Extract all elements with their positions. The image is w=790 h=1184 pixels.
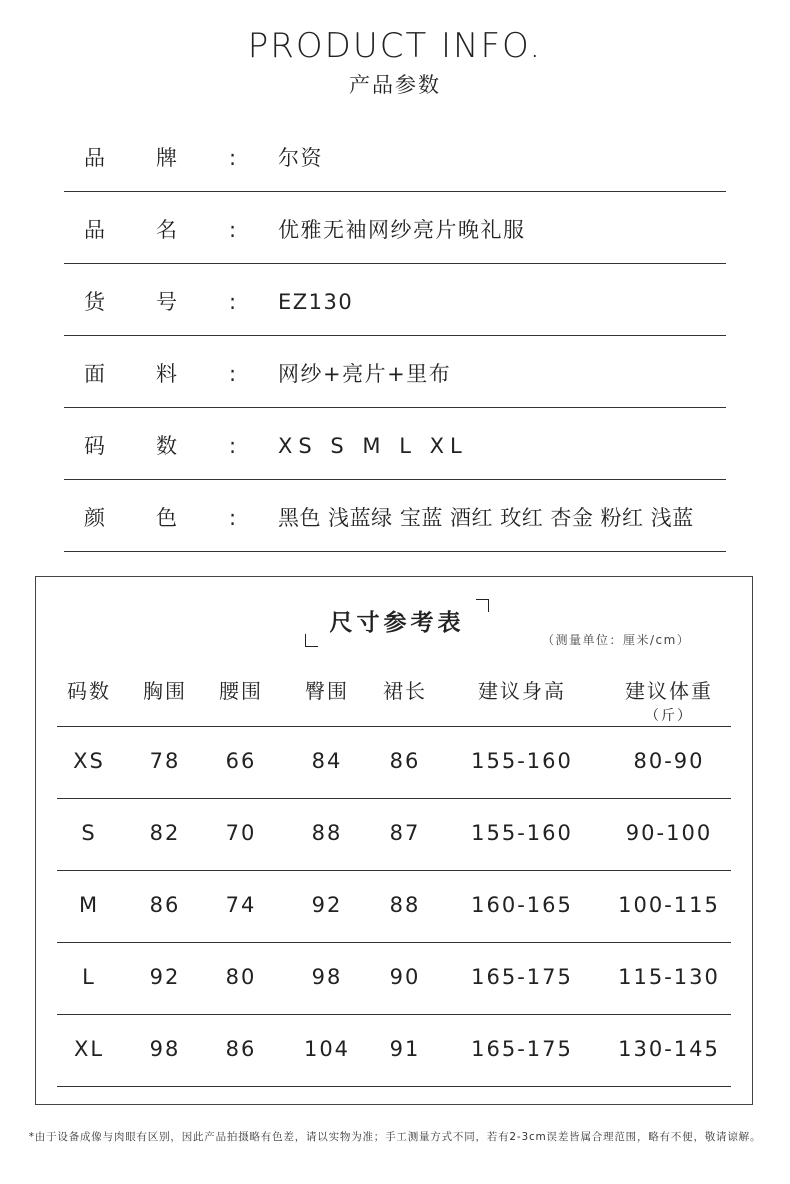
info-label-char: 品	[84, 218, 105, 242]
header-length: 裙长	[383, 679, 427, 703]
info-label-char: 颜	[84, 506, 105, 530]
table-cell: 155-160	[471, 821, 573, 845]
table-cell: 84	[311, 749, 343, 773]
table-cell: 66	[225, 749, 257, 773]
table-cell: S	[81, 821, 97, 845]
info-label-char: 料	[156, 362, 177, 386]
info-colon: :	[229, 506, 237, 530]
table-cell: 70	[225, 821, 257, 845]
info-value-brand: 尔资	[278, 146, 323, 170]
info-label-char: 品	[84, 146, 105, 170]
table-cell: 115-130	[618, 965, 720, 989]
info-label-char: 码	[84, 434, 105, 458]
info-colon: :	[229, 218, 237, 242]
table-row	[57, 871, 731, 943]
table-cell: 98	[149, 1037, 181, 1061]
page-subtitle: 产品参数	[349, 73, 441, 97]
measurement-unit: （测量单位：厘米/cm）	[542, 633, 691, 647]
table-cell: 82	[149, 821, 181, 845]
info-label-char: 货	[84, 290, 105, 314]
table-cell: XS	[73, 749, 105, 773]
table-cell: 80-90	[633, 749, 705, 773]
size-chart-box	[35, 576, 753, 1105]
table-cell: 86	[149, 893, 181, 917]
table-cell: 98	[311, 965, 343, 989]
table-cell: 88	[311, 821, 343, 845]
table-cell: 104	[303, 1037, 351, 1061]
size-table	[57, 653, 731, 1087]
table-cell: 165-175	[471, 965, 573, 989]
table-cell: 86	[225, 1037, 257, 1061]
table-cell: 92	[311, 893, 343, 917]
table-row	[57, 1015, 731, 1087]
info-row-colors	[64, 480, 726, 552]
table-cell: 90	[389, 965, 421, 989]
info-value-name: 优雅无袖网纱亮片晚礼服	[278, 218, 526, 242]
table-cell: M	[78, 893, 100, 917]
table-cell: 160-165	[471, 893, 573, 917]
info-row-name	[64, 192, 726, 264]
table-cell: 86	[389, 749, 421, 773]
header-waist: 腰围	[219, 679, 263, 703]
table-cell: L	[82, 965, 96, 989]
header-weight-unit: （斤）	[645, 708, 693, 724]
info-label-char: 号	[156, 290, 177, 314]
info-label-char: 名	[156, 218, 177, 242]
info-value-fabric: 网纱+亮片+里布	[278, 362, 452, 386]
info-value-sku: EZ130	[278, 290, 354, 314]
info-value-sizes: XS S M L XL	[278, 434, 468, 458]
info-colon: :	[229, 362, 237, 386]
info-colon: :	[229, 434, 237, 458]
header-size: 码数	[67, 679, 111, 703]
info-colon: :	[229, 146, 237, 170]
header-hip: 臀围	[305, 679, 349, 703]
table-cell: 130-145	[618, 1037, 720, 1061]
table-cell: 91	[389, 1037, 421, 1061]
info-label-char: 色	[156, 506, 177, 530]
table-cell: 74	[225, 893, 257, 917]
table-cell: 88	[389, 893, 421, 917]
info-label-char: 面	[84, 362, 105, 386]
header-weight: 建议体重	[625, 679, 713, 703]
table-cell: 78	[149, 749, 181, 773]
table-cell: XL	[73, 1037, 105, 1061]
header-bust: 胸围	[143, 679, 187, 703]
page-title: PRODUCT INFO.	[247, 26, 543, 66]
info-row-sizes	[64, 408, 726, 480]
info-value-colors: 黑色 浅蓝绿 宝蓝 酒红 玫红 杏金 粉红 浅蓝	[278, 506, 694, 530]
product-info-list	[64, 120, 726, 552]
table-cell: 92	[149, 965, 181, 989]
table-row	[57, 727, 731, 799]
size-table-header	[57, 653, 731, 727]
table-cell: 87	[389, 821, 421, 845]
table-row	[57, 943, 731, 1015]
info-row-sku	[64, 264, 726, 336]
header-height: 建议身高	[478, 679, 566, 703]
info-label-char: 数	[156, 434, 177, 458]
size-chart-title-wrap	[311, 601, 483, 645]
info-colon: :	[229, 290, 237, 314]
table-cell: 80	[225, 965, 257, 989]
footnote: *由于设备成像与肉眼有区别，因此产品拍摄略有色差，请以实物为准；手工测量方式不同，若有2-3cm误差皆属合理范围，略有不便，敬请谅解。	[28, 1131, 762, 1143]
table-row	[57, 799, 731, 871]
info-row-brand	[64, 120, 726, 192]
table-cell: 90-100	[625, 821, 713, 845]
table-cell: 100-115	[618, 893, 720, 917]
info-label-char: 牌	[156, 146, 177, 170]
info-row-fabric	[64, 336, 726, 408]
table-cell: 155-160	[471, 749, 573, 773]
table-cell: 165-175	[471, 1037, 573, 1061]
size-chart-title: 尺寸参考表	[329, 610, 465, 636]
